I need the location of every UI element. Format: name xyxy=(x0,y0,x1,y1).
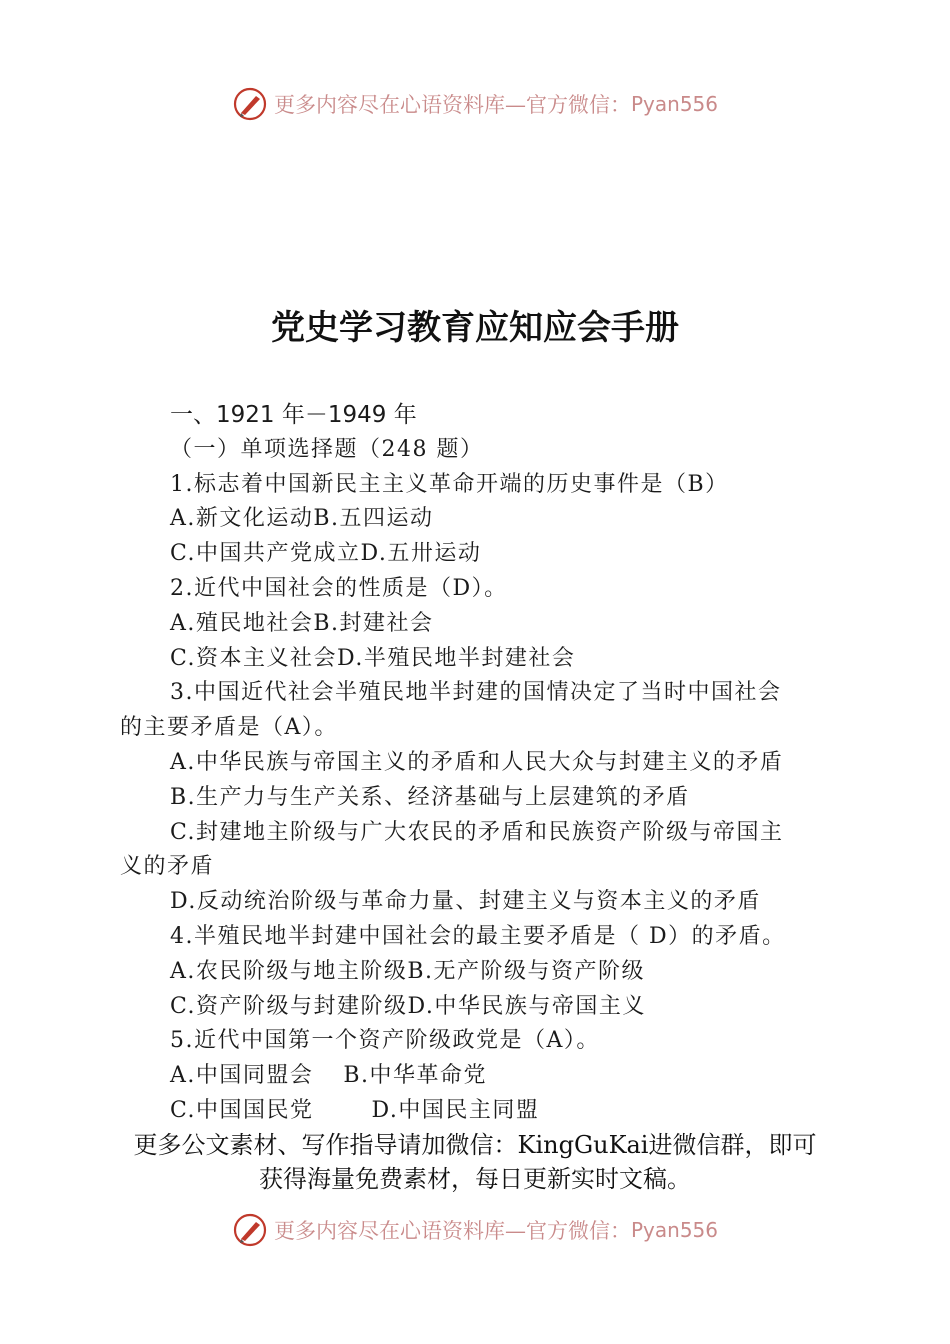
option-row xyxy=(120,990,840,1025)
question-stem: 5.近代中国第一个资产阶级政党是（A）。 xyxy=(170,1028,600,1054)
option-c: C.封建地主阶级与广大农民的矛盾和民族资产阶级与帝国主 xyxy=(170,819,784,845)
option-b: B.封建社会 xyxy=(313,610,434,636)
promo-wechat-id: KingGuKai xyxy=(517,1131,649,1159)
option-row xyxy=(120,955,840,990)
banner-wechat-id: Pyan556 xyxy=(630,92,718,116)
promo-line-1: 更多公文素材、写作指导请加微信：KingGuKai进微信群，即可 xyxy=(133,1131,817,1159)
banner-text: 更多内容尽在心语资料库—官方微信： xyxy=(273,93,631,117)
section-heading: 一、1921 年－1949 年 xyxy=(170,402,417,428)
option-a: A.殖民地社会 xyxy=(170,610,314,636)
question-stem: 1.标志着中国新民主主义革命开端的历史事件是（B） xyxy=(170,471,729,497)
option-b: B.生产力与生产关系、经济基础与上层建筑的矛盾 xyxy=(170,784,690,810)
option-b: B.无产阶级与资产阶级 xyxy=(407,958,646,984)
option-a: A.中国同盟会 xyxy=(170,1063,314,1089)
document-title: 党史学习教育应知应会手册 xyxy=(271,308,679,348)
option-row xyxy=(120,502,840,537)
option-d: D.半殖民地半封建社会 xyxy=(337,645,576,671)
question-stem: 4.半殖民地半封建中国社会的最主要矛盾是（ D）的矛盾。 xyxy=(170,923,786,949)
option-c: C.资本主义社会 xyxy=(170,645,338,671)
banner-wechat-id: Pyan556 xyxy=(630,1218,718,1242)
promo-text xyxy=(0,1128,950,1196)
option-row xyxy=(120,1059,840,1094)
option-row xyxy=(120,642,840,677)
banner-text: 更多内容尽在心语资料库—官方微信： xyxy=(273,1219,631,1243)
promo-line-2: 获得海量免费素材，每日更新实时文稿。 xyxy=(259,1165,691,1193)
pen-logo-icon xyxy=(232,86,268,122)
option-c: C.中国共产党成立 xyxy=(170,541,361,567)
option-d: D.反动统治阶级与革命力量、封建主义与资本主义的矛盾 xyxy=(170,889,761,915)
subsection-heading: （一）单项选择题（248 题） xyxy=(170,436,484,462)
option-a: A.中华民族与帝国主义的矛盾和人民大众与封建主义的矛盾 xyxy=(170,749,784,775)
option-b: B.五四运动 xyxy=(313,506,434,532)
option-a: A.农民阶级与地主阶级 xyxy=(170,958,408,984)
question-stem: 2.近代中国社会的性质是（D）。 xyxy=(170,575,508,601)
option-d: D.中华民族与帝国主义 xyxy=(407,993,646,1019)
question-stem: 3.中国近代社会半殖民地半封建的国情决定了当时中国社会 xyxy=(170,680,782,706)
option-d: D.中国民主同盟 xyxy=(371,1097,540,1123)
question-stem-continued: 的主要矛盾是（A）。 xyxy=(120,715,338,741)
option-c-continued: 义的矛盾 xyxy=(120,854,215,880)
header-watermark-banner xyxy=(0,84,950,124)
question-list xyxy=(120,398,840,1129)
option-c: C.资产阶级与封建阶级 xyxy=(170,993,408,1019)
pen-logo-icon xyxy=(232,1212,268,1248)
option-c: C.中国国民党 xyxy=(170,1097,314,1123)
option-row xyxy=(120,607,840,642)
option-row xyxy=(120,1094,840,1129)
option-d: D.五卅运动 xyxy=(360,541,482,567)
option-row xyxy=(120,537,840,572)
option-a: A.新文化运动 xyxy=(170,506,314,532)
footer-watermark-banner xyxy=(0,1210,950,1250)
option-b: B.中华革命党 xyxy=(343,1063,488,1089)
